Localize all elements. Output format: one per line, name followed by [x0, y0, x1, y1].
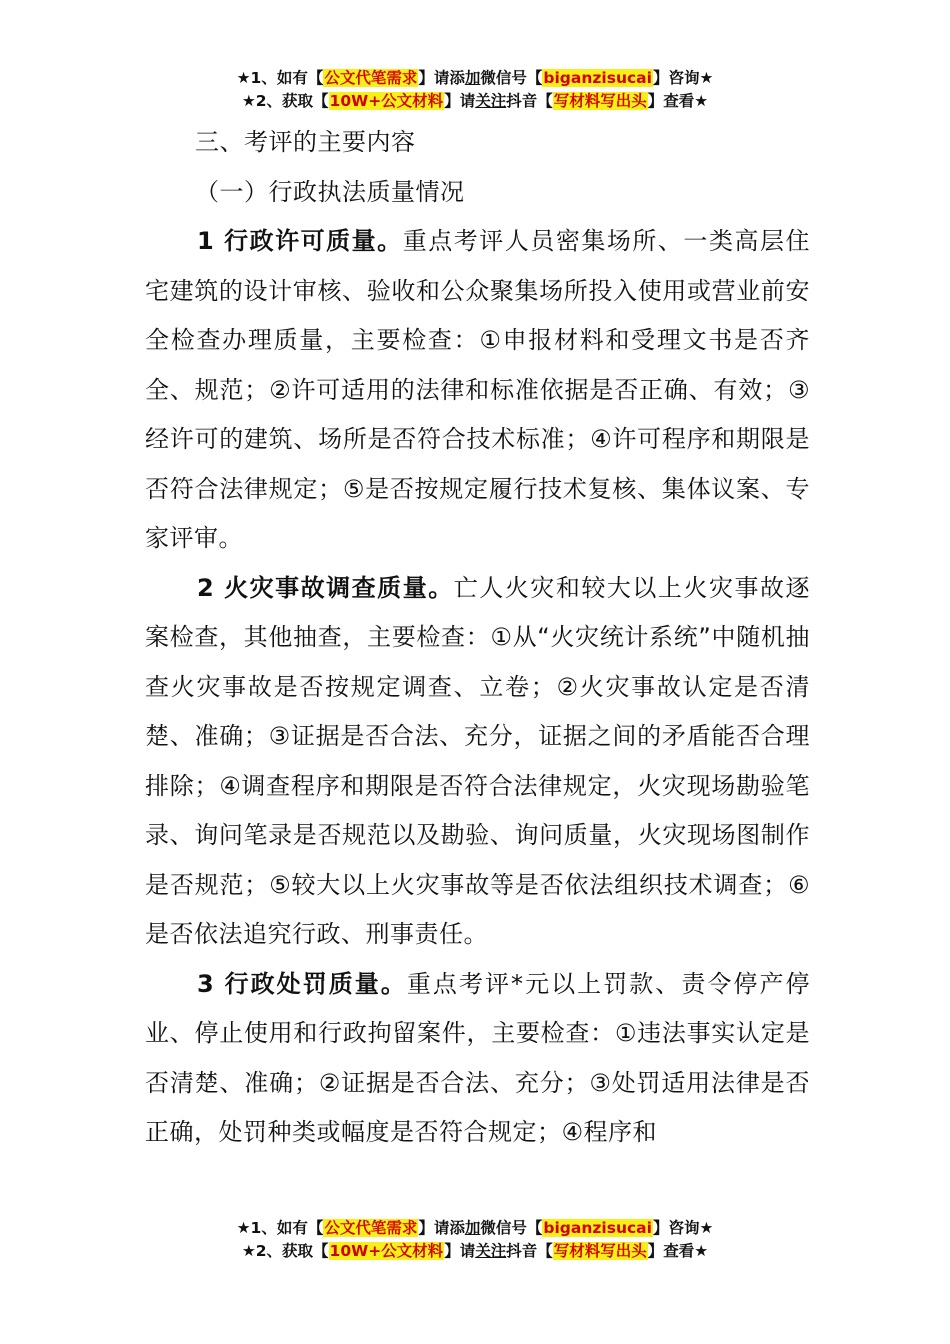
douyin-id-highlight: 写材料写出头	[553, 92, 647, 110]
promo-highlight: 10W+公文材料	[329, 92, 444, 110]
promo-text: ★2、获取【	[241, 1242, 329, 1260]
promo-text: ★2、获取【	[241, 92, 329, 110]
promo-text: 微信号【	[480, 1219, 543, 1237]
promo-text: 】请添	[418, 1219, 465, 1237]
paragraph-text: 重点考评*元以上罚款、责令停产停业、停止使用和行政拘留案件，主要检查：①违法事实认定是否清楚、准确；②证据是否合法、充分；③处罚适用法律是否正确，处罚种类或幅度是否符合规定；④程序和	[145, 969, 811, 1146]
promo-line-1	[0, 67, 950, 90]
paragraph-text: 亡人火灾和较大以上火灾事故逐案检查，其他抽查，主要检查：①从“火灾统计系统”中随机抽查火灾事故是否按规定调查、立卷；②火灾事故认定是否清楚、准确；③证据是否合法、充分，证据之间的矛盾能否合理排除；④调查程序和期限是否符合法律规定，火灾现场勘验笔录、询问笔录是否规范以及勘验、询问质量，火灾现场图制作是否规范；⑤较大以上火灾事故等是否依法组织技术调查；⑥是否依法追究行政、刑事责任。	[145, 573, 810, 948]
paragraph-lead: 2 火灾事故调查质量。	[197, 573, 454, 602]
douyin-id-highlight: 写材料写出头	[553, 1242, 647, 1260]
promo-text: 】请	[444, 1242, 476, 1260]
promo-line-1	[0, 1217, 950, 1240]
promo-text: 微信号【	[480, 69, 543, 87]
promo-text: 抖音【	[506, 1242, 553, 1260]
promo-text: 】查看★	[647, 1242, 709, 1260]
promo-highlight: 10W+公文材料	[329, 1242, 444, 1260]
promo-line-2	[0, 90, 950, 113]
promo-underline: 关注	[475, 92, 507, 110]
promo-underline: 加	[464, 1219, 481, 1237]
promo-text: 】咨询★	[652, 69, 714, 87]
promo-line-2	[0, 1240, 950, 1263]
promo-banner-top	[0, 67, 950, 113]
promo-text: 】咨询★	[652, 1219, 714, 1237]
promo-text: 】查看★	[647, 92, 709, 110]
promo-underline: 关注	[475, 1242, 507, 1260]
paragraph-lead: 3 行政处罚质量。	[197, 969, 407, 998]
section-heading: 三、考评的主要内容	[195, 128, 416, 156]
wechat-id-highlight: biganzisucai	[543, 1219, 652, 1237]
promo-text: 】请添	[418, 69, 465, 87]
paragraph-admin-penalty	[145, 960, 810, 1158]
promo-banner-bottom	[0, 1217, 950, 1263]
promo-underline: 加	[464, 69, 481, 87]
promo-highlight: 公文代笔需求	[324, 69, 418, 87]
paragraph-text: 重点考评人员密集场所、一类高层住宅建筑的设计审核、验收和公众聚集场所投入使用或营业前安全检查办理质量，主要检查：①申报材料和受理文书是否齐全、规范；②许可适用的法律和标准依据是否正确、有效；③经许可的建筑、场所是否符合技术标准；④许可程序和期限是否符合法律规定；⑤是否按规定履行技术复核、集体议案、专家评审。	[145, 227, 811, 552]
document-body	[145, 118, 810, 1158]
promo-text: ★1、如有【	[236, 69, 324, 87]
promo-text: ★1、如有【	[236, 1219, 324, 1237]
wechat-id-highlight: biganzisucai	[543, 69, 652, 87]
promo-text: 】请	[444, 92, 476, 110]
promo-highlight: 公文代笔需求	[324, 1219, 418, 1237]
paragraph-lead: 1 行政许可质量。	[197, 227, 403, 255]
paragraph-fire-investigation	[145, 564, 810, 960]
paragraph-admin-license	[145, 217, 810, 564]
promo-text: 抖音【	[506, 92, 553, 110]
subsection-heading: （一）行政执法质量情况	[195, 177, 465, 206]
